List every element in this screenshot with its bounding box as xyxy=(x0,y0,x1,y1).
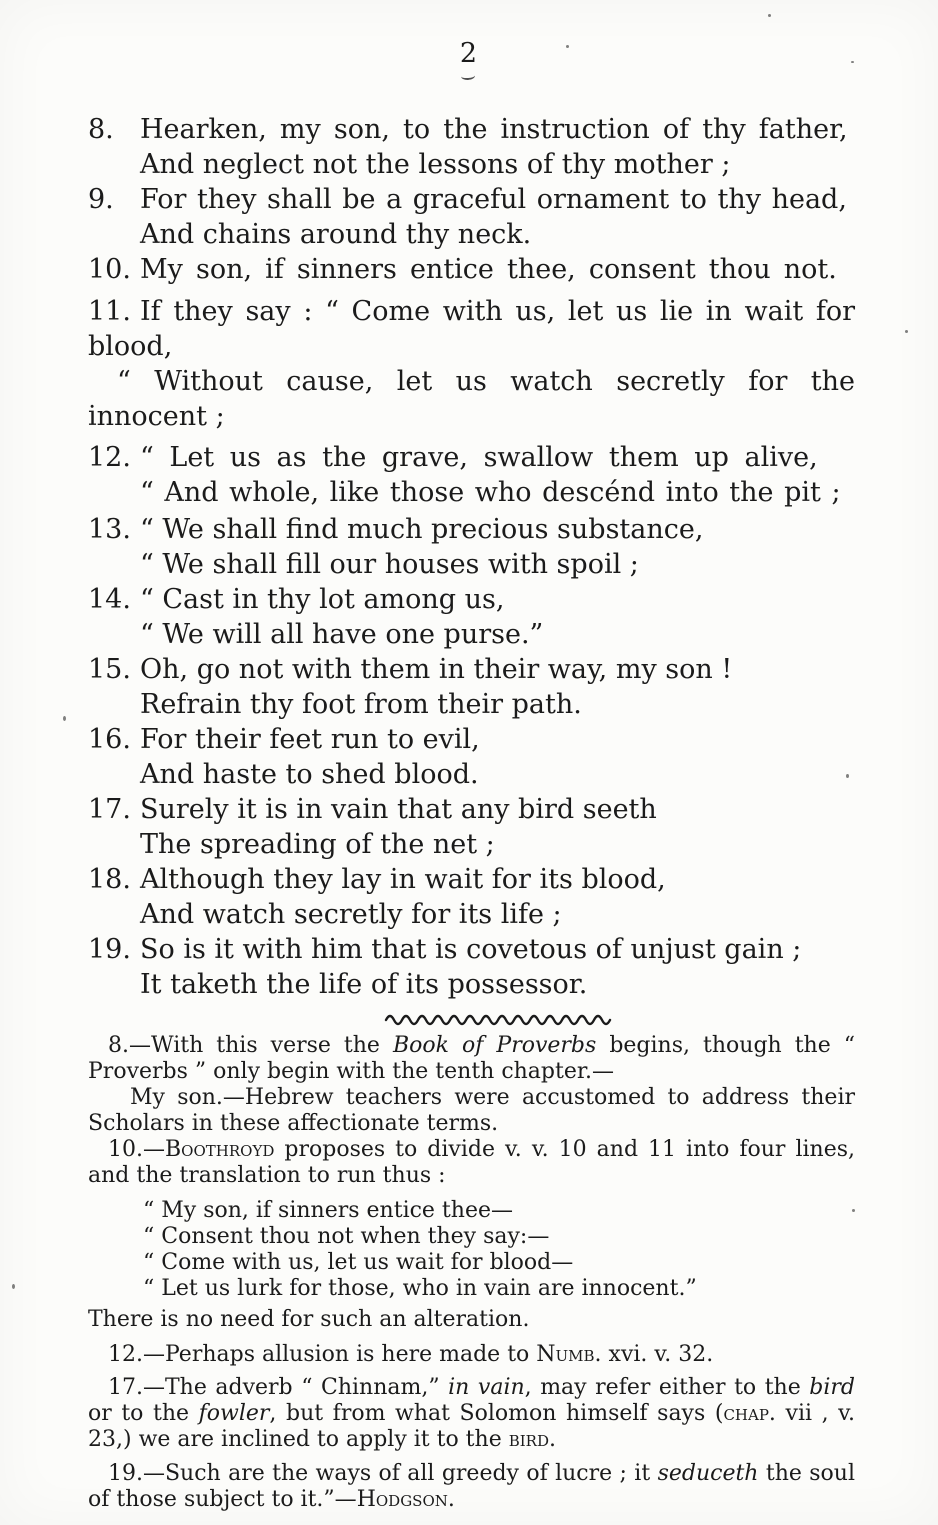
scan-speck xyxy=(768,14,771,17)
verse-14 xyxy=(88,582,855,652)
verse-text: Although they lay in wait for its blood, xyxy=(140,864,666,895)
footnote-section xyxy=(88,1033,855,1513)
verse-text: blood, xyxy=(88,331,173,362)
scan-speck xyxy=(905,330,908,333)
verse-text: If they say : “ Come with us, let us lie in wait for xyxy=(140,296,855,327)
verse-line xyxy=(88,512,855,547)
verse-16 xyxy=(88,722,855,792)
verse-line xyxy=(88,792,855,827)
verse-line xyxy=(88,294,855,329)
verse-text: Hearken, my son, to the instruction of thy father, xyxy=(140,114,848,145)
verse-text: innocent ; xyxy=(88,401,225,432)
verse-line xyxy=(88,932,855,967)
scan-speck xyxy=(846,774,849,778)
footnote-remark: There is no need for such an alteration. xyxy=(88,1307,530,1332)
verse-line xyxy=(88,582,855,617)
scan-speck xyxy=(12,1284,15,1289)
verse-11 xyxy=(88,294,855,434)
verse-13 xyxy=(88,512,855,582)
scan-smudge xyxy=(461,72,476,81)
verse-number: 10. xyxy=(88,254,131,285)
footnote-12: 12.—Perhaps allusion is here made to Numb. xvi. v. 32. xyxy=(108,1342,714,1367)
verse-text: And watch secretly for its life ; xyxy=(140,899,562,930)
verse-number: 13. xyxy=(88,514,131,545)
verse-section xyxy=(88,112,855,1002)
verse-12 xyxy=(88,440,855,510)
verse-line xyxy=(88,722,855,757)
verse-17 xyxy=(88,792,855,862)
verse-number: 16. xyxy=(88,724,131,755)
footnote-10: 10.—Boothroyd proposes to divide v. v. 10 and 11 into four lines, and the translation to run thus : xyxy=(88,1137,855,1188)
verse-text: “ Cast in thy lot among us, xyxy=(140,584,505,615)
verse-text: “ Without cause, let us watch secretly for the xyxy=(117,366,855,397)
verse-text: The spreading of the net ; xyxy=(140,829,495,860)
verse-number: 9. xyxy=(88,184,114,215)
verse-number: 8. xyxy=(88,114,114,145)
footnote-19: 19.—Such are the ways of all greedy of lucre ; it seduceth the soul of those subject to it.”—Hodgson. xyxy=(88,1461,855,1512)
verse-text: “ And whole, like those who descénd into the pit ; xyxy=(140,477,841,508)
scan-speck xyxy=(851,61,854,63)
verse-text: It taketh the life of its possessor. xyxy=(140,969,588,1000)
verse-18 xyxy=(88,862,855,932)
footnote-quote-line: “ Come with us, let us wait for blood— xyxy=(143,1250,574,1275)
verse-text: And haste to shed blood. xyxy=(140,759,479,790)
footnote-quote-line: “ My son, if sinners entice thee— xyxy=(143,1198,513,1223)
verse-text: And neglect not the lessons of thy mother ; xyxy=(140,149,731,180)
verse-8 xyxy=(88,112,855,182)
footnote-17: 17.—The adverb “ Chinnam,” in vain, may refer either to the bird or to the fowler, but from what Solomon himself says (chap. vii , v. 23,) we are inclined to apply it to the bird. xyxy=(88,1375,855,1452)
scan-speck xyxy=(566,45,569,48)
verse-number: 12. xyxy=(88,442,131,473)
verse-line xyxy=(88,862,855,897)
verse-number: 18. xyxy=(88,864,131,895)
verse-text: Refrain thy foot from their path. xyxy=(140,689,582,720)
verse-number: 14. xyxy=(88,584,131,615)
footnote-8-continued: My son.—Hebrew teachers were accustomed to address their Scholars in these affectionate terms. xyxy=(88,1085,855,1136)
verse-line xyxy=(88,112,855,147)
verse-text: “ We shall fill our houses with spoil ; xyxy=(140,549,639,580)
footnote-quote-block xyxy=(143,1198,855,1302)
verse-text: My son, if sinners entice thee, consent thou not. xyxy=(140,254,837,285)
footnote-8: 8.—With this verse the Book of Proverbs begins, though the “ Proverbs ” only begin with the tenth chapter.— xyxy=(88,1033,856,1084)
verse-number: 11. xyxy=(88,296,131,327)
verse-15 xyxy=(88,652,855,722)
verse-text: So is it with him that is covetous of unjust gain ; xyxy=(140,934,802,965)
verse-number: 17. xyxy=(88,794,131,825)
verse-text: “ Let us as the grave, swallow them up alive, xyxy=(140,442,818,473)
verse-line xyxy=(88,440,855,475)
scan-speck xyxy=(63,716,66,721)
verse-line xyxy=(88,652,855,687)
verse-line xyxy=(88,182,855,217)
footnote-quote-line: “ Let us lurk for those, who in vain are innocent.” xyxy=(143,1276,697,1301)
verse-text: And chains around thy neck. xyxy=(140,219,532,250)
verse-19 xyxy=(88,932,855,1002)
page-number: 2 xyxy=(459,38,479,69)
verse-text: “ We shall find much precious substance, xyxy=(140,514,704,545)
verse-9 xyxy=(88,182,855,252)
verse-text: For their feet run to evil, xyxy=(140,724,480,755)
verse-text: For they shall be a graceful ornament to thy head, xyxy=(140,184,847,215)
footnote-quote-line: “ Consent thou not when they say:— xyxy=(143,1224,550,1249)
verse-number: 19. xyxy=(88,934,131,965)
verse-text: Oh, go not with them in their way, my son ! xyxy=(140,654,733,685)
verse-line xyxy=(88,252,855,287)
scan-speck xyxy=(852,1209,855,1212)
verse-text: Surely it is in vain that any bird seeth xyxy=(140,794,657,825)
verse-number: 15. xyxy=(88,654,131,685)
verse-10 xyxy=(88,252,855,287)
verse-text: “ We will all have one purse.” xyxy=(140,619,544,650)
wavy-divider xyxy=(384,1011,618,1026)
